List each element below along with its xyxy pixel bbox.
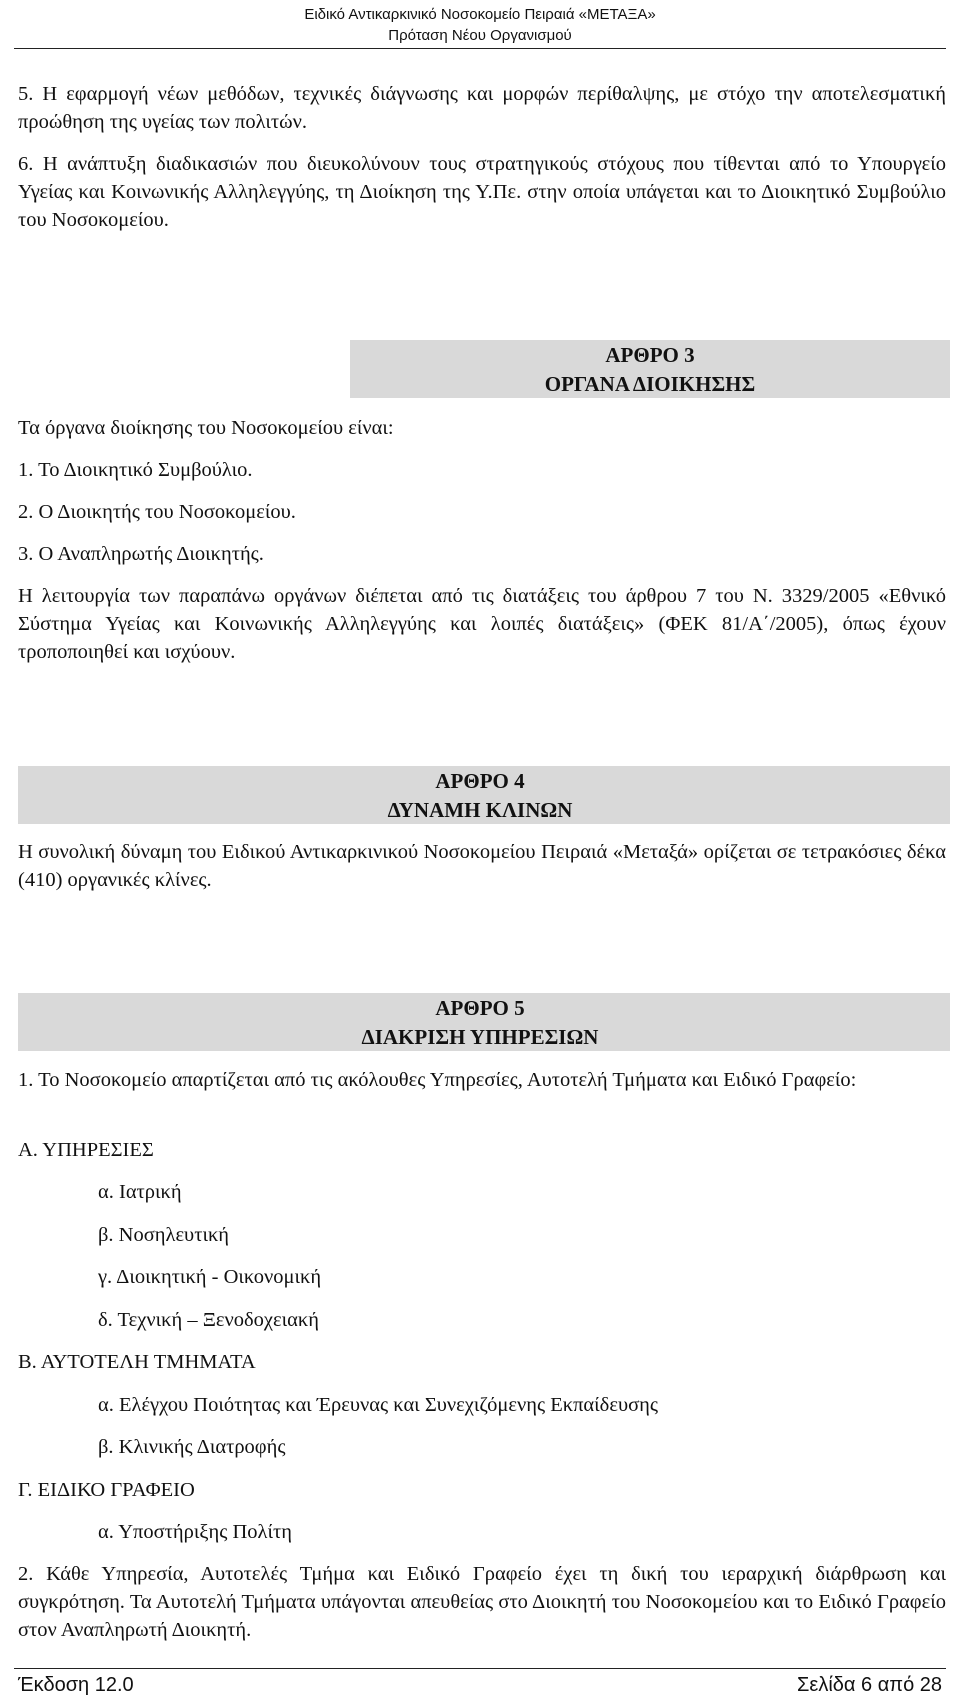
- article5-title: ΔΙΑΚΡΙΣΗ ΥΠΗΡΕΣΙΩΝ: [361, 1025, 599, 1049]
- group-a-item: α. Ιατρική: [98, 1181, 182, 1203]
- header-document-title: Πρόταση Νέου Οργανισμού: [388, 27, 572, 44]
- footer-version: Έκδοση 12.0: [18, 1674, 134, 1696]
- group-a-item: β. Νοσηλευτική: [98, 1224, 230, 1246]
- page-header: [0, 0, 960, 50]
- article5-group-c: Γ. ΕΙΔΙΚΟ ΓΡΑΦΕΙΟ: [18, 1479, 195, 1501]
- article5-number: ΑΡΘΡΟ 5: [435, 996, 525, 1020]
- group-c-item: α. Υποστήριξης Πολίτη: [98, 1521, 292, 1543]
- group-b-item: α. Ελέγχου Ποιότητας και Έρευνας και Συνεχιζόμενης Εκπαίδευσης: [98, 1394, 658, 1416]
- article3-number: ΑΡΘΡΟ 3: [605, 343, 695, 367]
- footer-page-number: Σελίδα 6 από 28: [797, 1674, 942, 1696]
- article5-lead: 1. Το Νοσοκομείο απαρτίζεται από τις ακόλουθες Υπηρεσίες, Αυτοτελή Τμήματα και Ειδικό Γραφείο:: [18, 1069, 857, 1091]
- group-a-item: δ. Τεχνική – Ξενοδοχειακή: [98, 1309, 319, 1331]
- article5-group-b: Β. ΑΥΤΟΤΕΛΗ ΤΜΗΜΑΤΑ: [18, 1351, 256, 1373]
- article5-closing: 2. Κάθε Υπηρεσία, Αυτοτελές Τμήμα και Ειδικό Γραφείο έχει τη δική του ιεραρχική διάρθρωση και συγκρότηση. Τα Αυτοτελή Τμήματα υπάγονται απευθείας στο Διοικητή του Νοσοκομείου και το Ειδικό Γραφείο στον Αναπληρωτή Διοικητή.: [18, 1563, 946, 1641]
- article4-title: ΔΥΝΑΜΗ ΚΛΙΝΩΝ: [387, 798, 573, 822]
- intro-item-5: 5. Η εφαρμογή νέων μεθόδων, τεχνικές διάγνωσης και μορφών περίθαλψης, με στόχο την αποτελεσματική προώθηση της υγείας των πολιτών.: [18, 83, 946, 133]
- article3-lead: Τα όργανα διοίκησης του Νοσοκομείου είναι:: [18, 417, 394, 439]
- article4-text: Η συνολική δύναμη του Ειδικού Αντικαρκινικού Νοσοκομείου Πειραιά «Μεταξά» ορίζεται σε τετρακόσιες δέκα (410) οργανικές κλίνες.: [18, 841, 946, 891]
- article3-item-1: 1. Το Διοικητικό Συμβούλιο.: [18, 459, 253, 481]
- header-divider: [14, 48, 946, 49]
- article3-title: ΟΡΓΑΝΑ ΔΙΟΙΚΗΣΗΣ: [544, 372, 756, 396]
- footer-divider: [14, 1668, 946, 1669]
- intro-item-6: 6. Η ανάπτυξη διαδικασιών που διευκολύνουν τους στρατηγικούς στόχους που τίθενται από το Υπουργείο Υγείας και Κοινωνικής Αλληλεγγύης, τη Διοίκηση της Υ.Πε. στην οποία υπάγεται και το Διοικητικό Συμβούλιο του Νοσοκομείου.: [18, 153, 946, 231]
- article3-closing: Η λειτουργία των παραπάνω οργάνων διέπεται από τις διατάξεις του άρθρου 7 του Ν. 3329/2005 «Εθνικό Σύστημα Υγείας και Κοινωνικής Αλληλεγγύης και λοιπές διατάξεις» (ΦΕΚ 81/Α΄/2005), όπως έχουν τροποποιηθεί και ισχύουν.: [18, 585, 946, 663]
- article3-item-3: 3. Ο Αναπληρωτής Διοικητής.: [18, 543, 264, 565]
- header-organization: Ειδικό Αντικαρκινικό Νοσοκομείο Πειραιά «ΜΕΤΑΞΑ»: [304, 6, 656, 23]
- group-b-item: β. Κλινικής Διατροφής: [98, 1436, 286, 1458]
- article5-group-a: Α. ΥΠΗΡΕΣΙΕΣ: [18, 1139, 154, 1161]
- group-a-item: γ. Διοικητική - Οικονομική: [98, 1266, 322, 1288]
- article3-item-2: 2. Ο Διοικητής του Νοσοκομείου.: [18, 501, 296, 523]
- article4-number: ΑΡΘΡΟ 4: [435, 769, 525, 793]
